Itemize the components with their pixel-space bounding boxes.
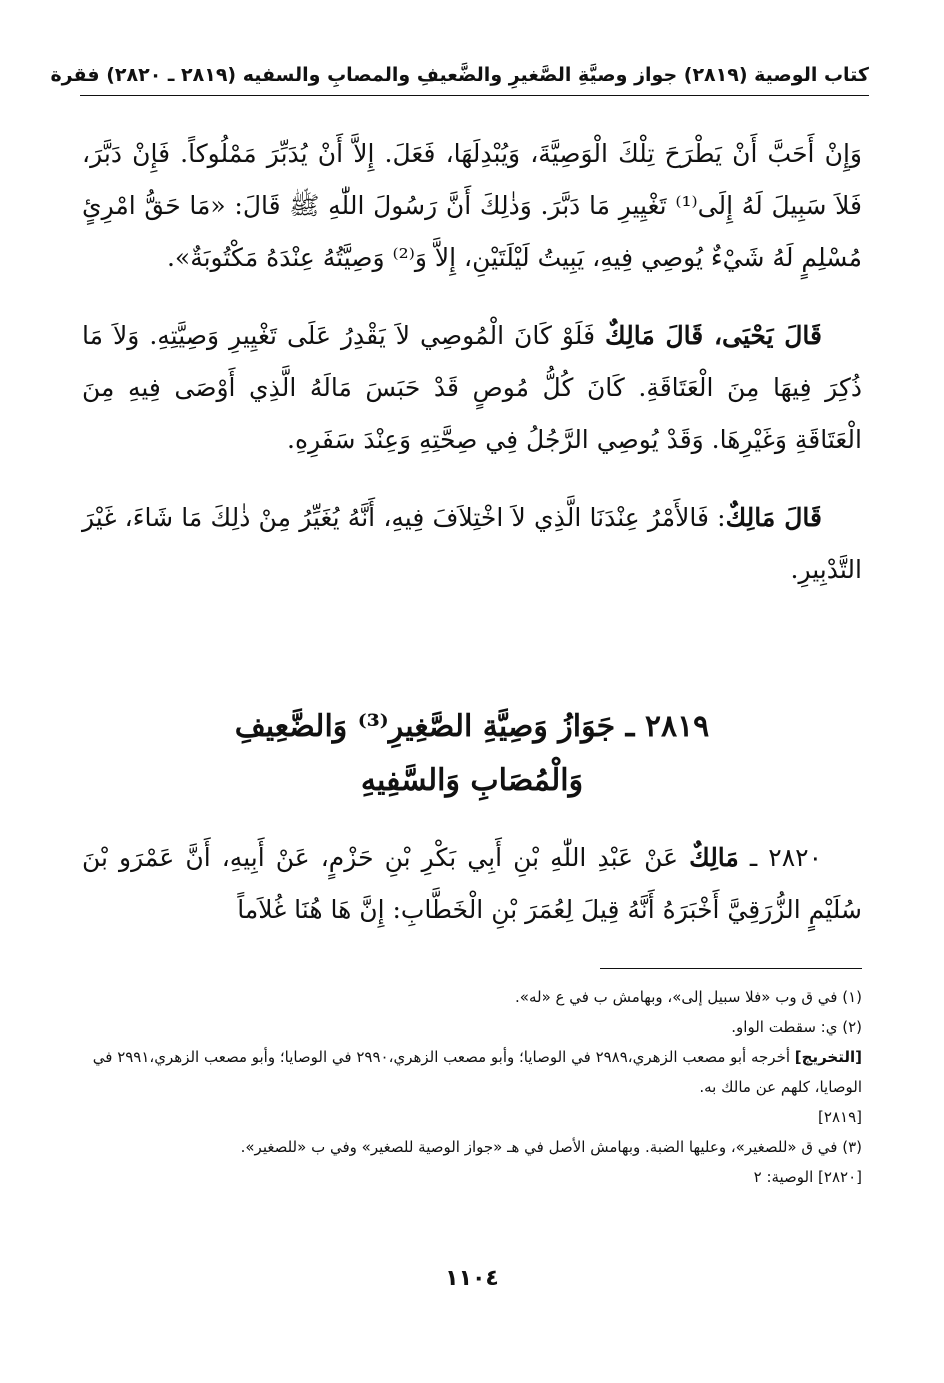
hadith-speaker: مَالِكٌ — [689, 843, 739, 872]
footnote-rule — [600, 968, 862, 969]
reference-2820: [٢٨٢٠] الوصية: ٢ — [753, 1168, 862, 1186]
section-heading-line-1: ٢٨١٩ ـ جَوَازُ وَصِيَّةِ الصَّغِيرِ⁽³⁾ وَالضَّعِيفِ — [234, 709, 710, 744]
hadith-text — [82, 832, 862, 936]
main-text — [82, 128, 862, 622]
section-heading-line-2: وَالْمُصَابِ وَالسَّفِيهِ — [360, 763, 584, 798]
paragraph-2-text: فَلَوْ كَانَ الْمُوصِي لاَ يَقْدِرُ عَلَى تَغْيِيرِ وَصِيَّتِهِ. وَلاَ مَا ذُكِرَ فِيهَا مِنَ الْعَتَاقَةِ. كَانَ كُلُّ مُوصٍ قَدْ حَبَسَ مَالَهُ الَّذِي أَوْصَى فِيهِ مِنَ الْعَتَاقَةِ وَغَيْرِهَا. وَقَدْ يُوصِي الرَّجُلُ فِي صِحَّتِهِ وَعِنْدَ سَفَرِهِ. — [82, 321, 862, 454]
reference-2819: [٢٨١٩] — [818, 1108, 862, 1126]
running-head-text: كتاب الوصية (٢٨١٩) جواز وصيَّةِ الصَّغيرِ والضَّعيفِ والمصابِ والسفيه (٢٨١٩ ـ ٢٨٢٠) فقرة — [50, 64, 869, 86]
hadith-body: عَنْ عَبْدِ اللّٰهِ بْنِ أَبِي بَكْرِ بْنِ حَزْمٍ، عَنْ أَبِيهِ، أَنَّ عَمْرَو بْنَ سُلَيْمٍ الزُّرَقِيَّ أَخْبَرَهُ أَنَّهُ قِيلَ لِعُمَرَ بْنِ الْخَطَّابِ: إِنَّ هَا هُنَا غُلاَماً — [82, 843, 862, 924]
takhrij-text: أخرجه أبو مصعب الزهري،٢٩٨٩ في الوصايا؛ وأبو مصعب الزهري،٢٩٩٠ في الوصايا؛ وأبو مصعب الزهري،٢٩٩١ في الوصايا، كلهم عن مالك به. — [92, 1048, 862, 1096]
hadith-paragraph — [82, 832, 862, 936]
section-heading — [100, 700, 844, 808]
paragraph-3-text: : فَالأَمْرُ عِنْدَنَا الَّذِي لاَ اخْتِلاَفَ فِيهِ، أَنَّهُ يُغَيِّرُ مِنْ ذٰلِكَ مَا شَاءَ، غَيْرَ التَّدْبِيرِ. — [82, 503, 862, 584]
footnote-3: (٣) في ق «للصغير»، وعليها الضبة. وبهامش الأصل في هـ «جواز الوصية للصغير» وفي ب «للصغير». — [240, 1138, 862, 1156]
paragraph-3 — [82, 492, 862, 596]
paragraph-1: وَإِنْ أَحَبَّ أَنْ يَطْرَحَ تِلْكَ الْوَصِيَّةَ، وَيُبْدِلَهَا، فَعَلَ. إِلاَّ أَنْ يُدَبِّرَ مَمْلُوكاً. فَإِنْ دَبَّرَ، فَلاَ سَبِيلَ لَهُ إِلَى⁽¹⁾ تَغْيِيرِ مَا دَبَّرَ. وَذٰلِكَ أَنَّ رَسُولَ اللّٰهِ ﷺ قَالَ: «مَا حَقُّ امْرِئٍ مُسْلِمٍ لَهُ شَيْءٌ يُوصِي فِيهِ، يَبِيتُ لَيْلَتَيْنِ، إِلاَّ وَ⁽²⁾ وَصِيَّتُهُ عِنْدَهُ مَكْتُوبَةٌ». — [82, 139, 862, 272]
hadith-number: ٢٨٢٠ ـ — [738, 843, 823, 872]
running-head — [50, 58, 869, 92]
takhrij-note — [82, 1042, 862, 1102]
footnote-2: (٢) ي: سقطت الواو. — [731, 1018, 862, 1036]
page-number: ١١٠٤ — [445, 1266, 499, 1291]
takhrij-label: [التخريج] — [794, 1048, 862, 1066]
paragraph-2-speaker: قَالَ يَحْيَى، قَالَ مَالِكٌ — [605, 321, 822, 350]
footnotes — [82, 982, 862, 1192]
paragraph-3-speaker: قَالَ مَالِكٌ — [725, 503, 822, 532]
header-rule — [80, 95, 869, 96]
paragraph-2 — [82, 310, 862, 466]
footnote-1: (١) في ق وب «فلا سبيل إلى»، وبهامش ب في ع «له». — [515, 988, 862, 1006]
